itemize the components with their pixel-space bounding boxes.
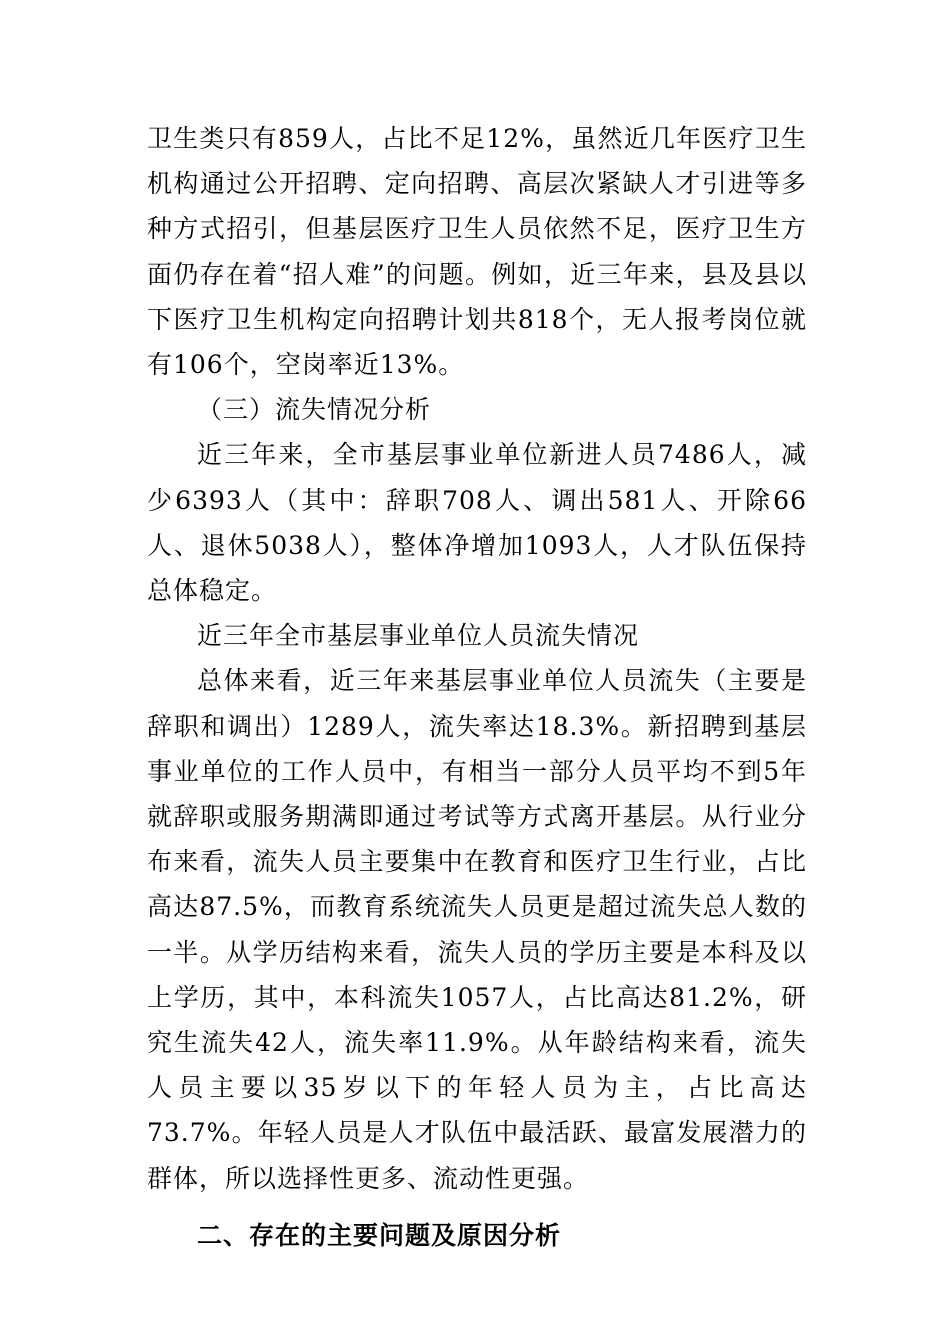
paragraph-medical-staff-shortage: 卫生类只有859人，占比不足12%，虽然近几年医疗卫生机构通过公开招聘、定向招聘、高层次紧缺人才引进等多种方式招引，但基层医疗卫生人员依然不足，医疗卫生方面仍存在着“招人难”的问题。例如，近三年来，县及县以下医疗卫生机构定向招聘计划共818个，无人报考岗位就有106个，空岗率近13%。 <box>147 124 807 380</box>
paragraph-staff-changes: 近三年来，全市基层事业单位新进人员7486人，减少6393人（其中：辞职708人、调出581人、开除66人、退休5038人），整体净增加1093人，人才队伍保持总体稳定。 <box>147 440 807 606</box>
document-body <box>147 116 807 1258</box>
section-heading-loss-analysis: （三）流失情况分析 <box>197 395 432 425</box>
paragraph-loss-overview: 总体来看，近三年来基层事业单位人员流失（主要是辞职和调出）1289人，流失率达18.3%。新招聘到基层事业单位的工作人员中，有相当一部分人员平均不到5年就辞职或服务期满即通过考试等方式离开基层。从行业分布来看，流失人员主要集中在教育和医疗卫生行业，占比高达87.5%，而教育系统流失人员更是超过流失总人数的一半。从学历结构来看，流失人员的学历主要是本科及以上学历，其中，本科流失1057人，占比高达81.2%，研究生流失42人，流失率11.9%。从年龄结构来看，流失人员主要以35岁以下的年轻人员为主，占比高达73.7%。年轻人员是人才队伍中最活跃、最富发展潜力的群体，所以选择性更多、流动性更强。 <box>147 666 807 1193</box>
section-heading-main-problems: 二、存在的主要问题及原因分析 <box>197 1220 562 1250</box>
table-caption-staff-loss: 近三年全市基层事业单位人员流失情况 <box>197 621 640 651</box>
